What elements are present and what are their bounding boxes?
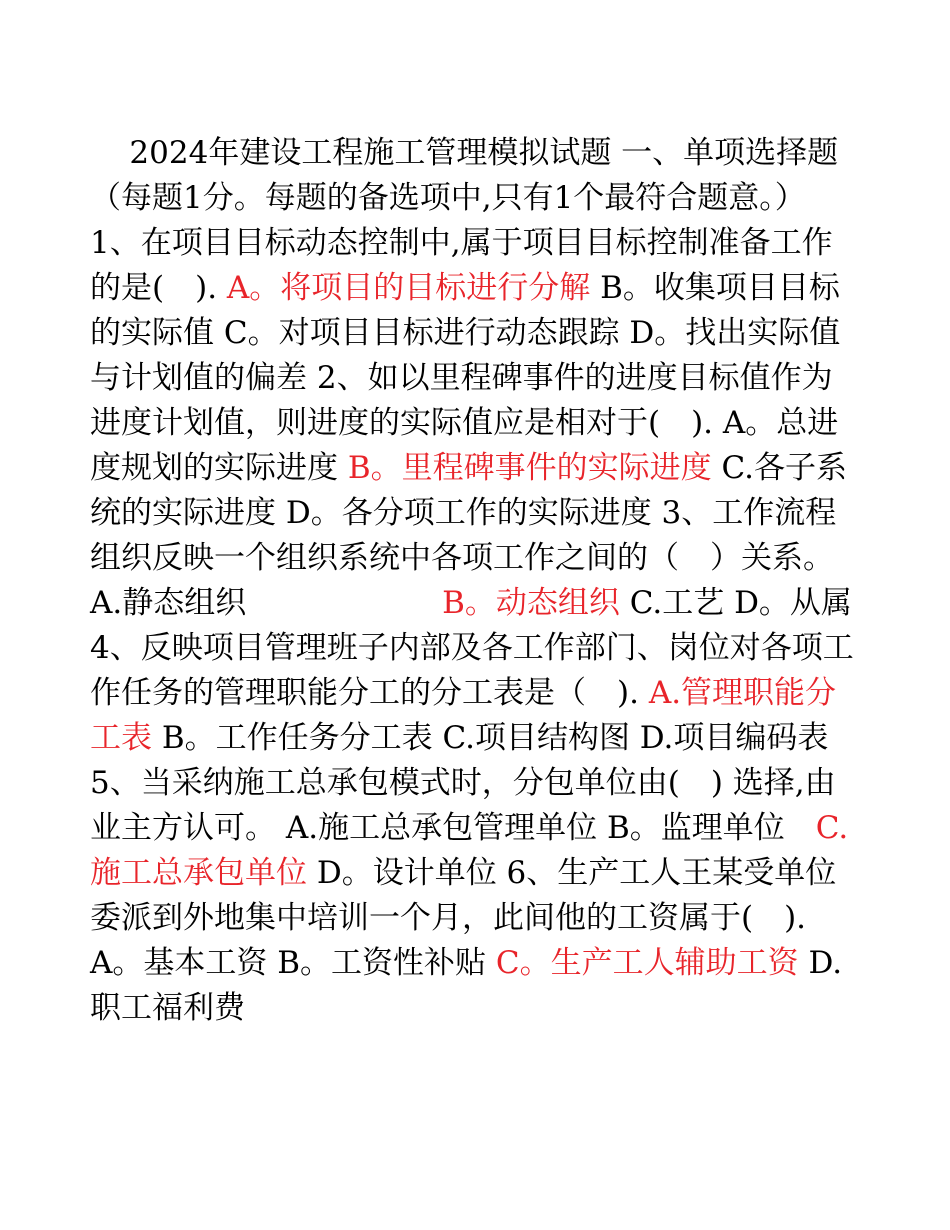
answer-highlight-q1: A。将项目的目标进行分解 — [226, 270, 591, 306]
text-segment: B。工作任务分工表 C.项目结构图 D.项目编码表 5、当采纳施工总承包模式时，分包单位由( ) 选择,由业主方认可。 A.施工总承包管理单位 B。监理单位 — [90, 720, 839, 846]
text-segment: 2024年建设工程施工管理模拟试题 一、单项选择题（每题1分。每题的备选项中,只有1个最符合题意。） 1、在项目目标动态控制中,属于项目目标控制准备工作的是( ). — [90, 135, 839, 306]
text-segment: C.各子系统的实际进度 D。各分项工作的实际进度 3、工作流程组织反映一个组织系统中各项工作之间的（ ）关系。 A.静态组织 — [90, 450, 847, 621]
text-segment: D.职工福利费 — [90, 945, 843, 1026]
answer-highlight-q3: B。动态组织 — [442, 585, 620, 621]
exam-text — [90, 86, 860, 1076]
answer-highlight-q6: C。生产工人辅助工资 — [495, 945, 799, 981]
text-segment: D。设计单位 6、生产工人王某受单位委派到外地集中培训一个月，此间他的工资属于( ). A。基本工资 B。工资性补贴 — [90, 855, 837, 981]
answer-highlight-q5: C.施工总承包单位 — [90, 810, 849, 891]
text-segment: C.工艺 D。从属 4、反映项目管理班子内部及各工作部门、岗位对各项工作任务的管理职能分工的分工表是（ ). — [90, 585, 862, 711]
text-segment: B。收集项目目标的实际值 C。对项目目标进行动态跟踪 D。找出实际值与计划值的偏差 2、如以里程碑事件的进度目标值作为进度计划值，则进度的实际值应是相对于( ). A。总进度规划的实际进度 — [90, 270, 841, 486]
answer-highlight-q2: B。里程碑事件的实际进度 — [347, 450, 712, 486]
answer-highlight-q4: A.管理职能分工表 — [90, 675, 837, 756]
